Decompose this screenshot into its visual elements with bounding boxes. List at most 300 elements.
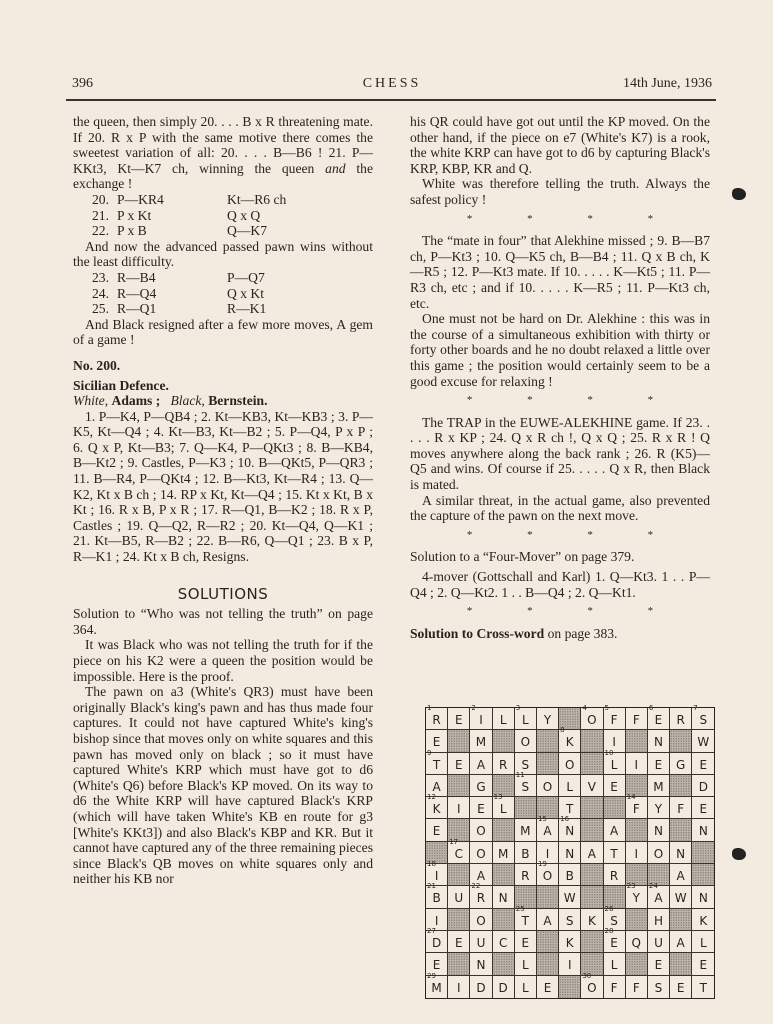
crossword-black-square bbox=[448, 953, 470, 975]
crossword-cell bbox=[448, 976, 470, 998]
crossword-letter: O bbox=[564, 757, 575, 772]
clue-number: 15 bbox=[537, 815, 547, 824]
crossword-letter: M bbox=[475, 735, 487, 750]
crossword-cell bbox=[493, 842, 515, 864]
clue-number: 11 bbox=[515, 770, 525, 779]
crossword-letter: D bbox=[476, 980, 486, 995]
crossword-cell bbox=[493, 753, 515, 775]
crossword-letter: N bbox=[476, 958, 486, 973]
crossword-letter: E bbox=[654, 757, 663, 772]
trap-paragraph: The TRAP in the EUWE-ALEKHINE game. If 23. . . . . R x KP ; 24. Q x R ch !, Q x Q ; 25. R x R ! Q moves anywhere along the back rank ; 26. R (K5)—Q5 and wins. Of course if 25. . . . . Q x R, then Black is mated. bbox=[410, 414, 710, 493]
crossword-cell bbox=[470, 931, 492, 953]
crossword-letter: F bbox=[610, 980, 618, 995]
crossword-black-square bbox=[626, 819, 648, 841]
crossword-letter: R bbox=[432, 713, 441, 727]
section-separator: * * * * bbox=[466, 605, 680, 618]
crossword-letter: G bbox=[476, 779, 486, 794]
crossword-cell bbox=[692, 886, 714, 908]
crossword-cell bbox=[559, 953, 581, 975]
crossword-cell bbox=[448, 837, 470, 864]
crossword-letter: M bbox=[497, 846, 509, 861]
black-move: Kt—R6 ch bbox=[227, 191, 287, 207]
crossword-cell bbox=[648, 953, 670, 975]
crossword-cell bbox=[648, 797, 670, 819]
clue-number: 3 bbox=[515, 704, 521, 712]
crossword-letter: W bbox=[697, 735, 710, 750]
crossword-letter: Y bbox=[654, 802, 663, 817]
crossword-black-square bbox=[626, 730, 648, 752]
crossword-letter: I bbox=[457, 802, 461, 817]
crossword-letter: D bbox=[498, 980, 508, 995]
crossword-letter: A bbox=[654, 891, 663, 906]
crossword-cell bbox=[448, 886, 470, 908]
crossword-cell bbox=[515, 904, 537, 931]
crossword-cell bbox=[692, 931, 714, 953]
crossword-cell bbox=[604, 864, 626, 886]
crossword-cell bbox=[559, 864, 581, 886]
black-move: Q x Kt bbox=[227, 285, 265, 301]
crossword-cell bbox=[648, 704, 670, 730]
left-column bbox=[73, 114, 373, 887]
crossword-letter: U bbox=[454, 891, 464, 906]
crossword-cell bbox=[604, 775, 626, 797]
crossword-cell bbox=[493, 793, 515, 819]
crossword-black-square bbox=[670, 953, 692, 975]
clue-number: 10 bbox=[604, 748, 614, 757]
crossword-cell bbox=[626, 708, 648, 730]
crossword-cell bbox=[559, 842, 581, 864]
crossword-letter: M bbox=[653, 779, 664, 794]
crossword-cell bbox=[470, 775, 492, 797]
crossword-cell bbox=[626, 842, 648, 864]
crossword-letter: E bbox=[699, 958, 708, 973]
crossword-letter: E bbox=[477, 802, 485, 817]
crossword-cell bbox=[670, 708, 692, 730]
clue-number: 29 bbox=[427, 971, 436, 980]
crossword-letter: A bbox=[543, 913, 552, 928]
crossword-cell bbox=[670, 864, 692, 886]
crossword-letter: E bbox=[610, 935, 618, 950]
white-player: Adams ; bbox=[111, 393, 161, 409]
clue-number: 18 bbox=[427, 860, 436, 869]
page-damage-mark bbox=[732, 848, 746, 860]
crossword-letter: L bbox=[610, 958, 618, 973]
crossword-cell bbox=[426, 704, 448, 730]
crossword-cell bbox=[648, 842, 670, 864]
crossword-letter: N bbox=[498, 891, 508, 906]
crossword-black-square bbox=[581, 730, 603, 752]
crossword-letter: S bbox=[565, 913, 574, 928]
solution-1-paragraph-2: The pawn on a3 (White's QR3) must have been originally Black's king's pawn and has thus made four captures. It could not have captured White's king's bishop since that moves only on white squares and this pawn has moved only on black ; so it must have captured White's KRP which must have got to d6 (White's Q6) before Black's KP moved. On its way to d6 the White KRP will have captured Black's KRP (which will have taken White's KB en route for g3 [White's KKt3]) and also Black's KBP and KR. But it cannot have captured any of the three remaining pieces since Black's QB moves on white squares only and neither his KB nor bbox=[73, 684, 373, 887]
crossword-black-square bbox=[670, 775, 692, 797]
crossword-cell bbox=[604, 842, 626, 864]
crossword-letter: N bbox=[698, 824, 708, 839]
clue-number: 30 bbox=[582, 971, 592, 980]
crossword-letter: B bbox=[432, 891, 441, 906]
crossword-cell bbox=[626, 976, 648, 998]
crossword-letter: A bbox=[476, 757, 486, 772]
crossword-cell bbox=[648, 909, 670, 931]
crossword-title-page: on page 383. bbox=[547, 625, 618, 641]
clue-number: 23 bbox=[626, 882, 636, 891]
clue-number: 26 bbox=[604, 904, 614, 913]
black-move: Q—K7 bbox=[227, 223, 268, 239]
crossword-letter: N bbox=[565, 846, 575, 861]
crossword-letter: N bbox=[565, 824, 575, 839]
header-rule bbox=[66, 99, 716, 101]
crossword-letter: E bbox=[454, 935, 463, 950]
crossword-letter: Y bbox=[543, 713, 552, 727]
magazine-title: CHESS bbox=[362, 76, 422, 91]
issue-date: 14th June, 1936 bbox=[622, 76, 712, 91]
crossword-cell bbox=[581, 909, 603, 931]
crossword-letter: M bbox=[431, 980, 442, 995]
crossword-letter: A bbox=[609, 824, 619, 839]
crossword-letter: E bbox=[654, 713, 663, 727]
crossword-black-square bbox=[537, 886, 559, 908]
crossword-cell bbox=[426, 748, 448, 775]
crossword-cell bbox=[559, 815, 581, 841]
clue-number: 24 bbox=[648, 882, 658, 891]
crossword-letter: R bbox=[521, 869, 530, 884]
alekhine-comment-paragraph: One must not be hard on Dr. Alekhine : this was in the course of a simultaneous exhibition with thirty or forty other boards and he no doubt relaxed a little over this game ; the position would certainly seem to be a good excuse for relaxing ! bbox=[410, 311, 710, 389]
white-move: R—Q4 bbox=[117, 285, 157, 301]
clue-number: 13 bbox=[493, 793, 503, 802]
move-number: 24. bbox=[92, 285, 109, 301]
white-move: R—B4 bbox=[117, 269, 156, 285]
crossword-letter: K bbox=[565, 735, 574, 750]
crossword-letter: O bbox=[476, 913, 486, 928]
crossword-black-square bbox=[559, 976, 581, 998]
white-label: White, bbox=[73, 393, 109, 409]
crossword-black-square bbox=[448, 730, 470, 752]
clue-number: 12 bbox=[427, 793, 436, 802]
crossword-black-square bbox=[626, 909, 648, 931]
crossword-cell bbox=[426, 819, 448, 841]
crossword-letter: F bbox=[632, 802, 640, 817]
crossword-cell bbox=[470, 909, 492, 931]
crossword-letter: S bbox=[699, 713, 708, 727]
clue-number: 19 bbox=[537, 860, 547, 869]
page-header bbox=[72, 76, 712, 98]
crossword-cell bbox=[515, 730, 537, 752]
crossword-cell bbox=[692, 797, 714, 819]
crossword-cell bbox=[515, 931, 537, 953]
move-row bbox=[73, 301, 373, 317]
four-mover-title: Solution to a “Four-Mover” on page 379. bbox=[410, 549, 635, 565]
crossword-letter: S bbox=[654, 980, 663, 995]
crossword-letter: O bbox=[587, 980, 597, 995]
crossword-letter: M bbox=[520, 824, 531, 839]
page-damage-mark bbox=[732, 188, 746, 200]
black-label: Black, bbox=[170, 393, 205, 409]
crossword-black-square bbox=[692, 864, 714, 886]
move-row bbox=[73, 192, 373, 208]
crossword-letter: S bbox=[521, 757, 530, 772]
crossword-letter: B bbox=[521, 846, 530, 861]
crossword-cell bbox=[604, 976, 626, 998]
crossword-letter: C bbox=[498, 935, 508, 950]
clue-number: 14 bbox=[626, 793, 636, 802]
crossword-cell bbox=[604, 748, 626, 775]
white-move: P x B bbox=[117, 223, 147, 239]
crossword-letter: N bbox=[653, 824, 663, 839]
solutions-heading: SOLUTIONS bbox=[177, 584, 269, 603]
crossword-letter: S bbox=[521, 779, 530, 794]
crossword-black-square bbox=[581, 797, 603, 819]
crossword-letter: K bbox=[565, 935, 574, 950]
crossword-black-square bbox=[537, 753, 559, 775]
crossword-letter: R bbox=[476, 891, 486, 906]
crossword-letter: E bbox=[699, 757, 708, 772]
crossword-cell bbox=[692, 909, 714, 931]
crossword-letter: L bbox=[522, 980, 529, 995]
crossword-cell bbox=[470, 819, 492, 841]
end-paragraph: And Black resigned after a few more moves, A gem of a game ! bbox=[73, 316, 373, 348]
crossword-letter: E bbox=[454, 713, 463, 727]
white-move: P x Kt bbox=[117, 207, 152, 223]
crossword-black-square bbox=[448, 909, 470, 931]
crossword-letter: E bbox=[654, 958, 663, 973]
crossword-letter: T bbox=[699, 980, 708, 995]
crossword-cell bbox=[470, 730, 492, 752]
clue-number: 7 bbox=[693, 704, 698, 712]
crossword-letter: T bbox=[432, 757, 441, 772]
intro-text: the queen, then simply 20. . . . B x R threatening mate. If 20. R x P with the same motive there comes the sweetest variation of all: 20. . . . B—B6 ! 21. P—KKt3, Kt—K7 ch, winning the queen bbox=[73, 114, 373, 176]
crossword-title-bold: Solution to Cross-word bbox=[410, 625, 545, 641]
clue-number: 1 bbox=[427, 704, 432, 712]
crossword-cell bbox=[559, 886, 581, 908]
mid-paragraph: And now the advanced passed pawn wins without the least difficulty. bbox=[73, 238, 373, 270]
crossword-black-square bbox=[515, 797, 537, 819]
crossword-letter: I bbox=[612, 735, 616, 750]
black-player: Bernstein. bbox=[208, 393, 268, 409]
crossword-letter: I bbox=[434, 913, 439, 928]
right-column bbox=[410, 114, 710, 641]
crossword-cell bbox=[470, 842, 492, 864]
crossword-black-square bbox=[448, 864, 470, 886]
game-score: 1. P—K4, P—QB4 ; 2. Kt—KB3, Kt—KB3 ; 3. P—K5, Kt—Q4 ; 4. Kt—B3, Kt—B2 ; 5. P—Q4, P x P ; 6. Q x P, Kt—B3; 7. Q—K4, P—QKt3 ; 8. B—KB4, B—Kt2 ; 9. Castles, P—K3 ; 10. B—QKt5, P—QR3 ; 11. B—R4, P—QKt4 ; 12. B—Kt3, Kt—R4 ; 13. Q—K2, Kt x B ch ; 14. RP x Kt, Kt—Q4 ; 15. Kt x Kt, B x Kt ; 16. R x B, P x R ; 17. R—Q1, B—K2 ; 18. R x P, Castles ; 19. Q—Q2, R—R2 ; 20. Kt—Q4, Q—K1 ; 21. Kt—B5, R—B2 ; 22. B—R6, Q—Q1 ; 23. B x P, R—K1 ; 24. Kt x B ch, Resigns. bbox=[73, 408, 373, 565]
crossword-cell bbox=[692, 704, 714, 730]
crossword-cell bbox=[670, 797, 692, 819]
moves-block-a bbox=[73, 192, 373, 239]
crossword-letter: R bbox=[609, 869, 619, 884]
crossword-letter: O bbox=[476, 824, 486, 839]
crossword-letter: I bbox=[545, 846, 550, 861]
crossword-cell bbox=[515, 770, 537, 797]
move-number: 23. bbox=[92, 269, 109, 285]
crossword-black-square bbox=[493, 909, 515, 931]
crossword-cell bbox=[670, 753, 692, 775]
crossword-cell bbox=[515, 864, 537, 886]
crossword-black-square bbox=[448, 775, 470, 797]
clue-number: 22 bbox=[471, 882, 481, 891]
clue-number: 2 bbox=[471, 704, 476, 712]
clue-number: 28 bbox=[604, 926, 614, 935]
white-move: P—KR4 bbox=[117, 191, 164, 207]
crossword-letter: T bbox=[566, 802, 574, 817]
clue-number: 25 bbox=[515, 904, 525, 913]
crossword-title bbox=[410, 626, 710, 642]
crossword-cell bbox=[670, 976, 692, 998]
crossword-cell bbox=[692, 976, 714, 998]
crossword-cell bbox=[493, 886, 515, 908]
crossword-cell bbox=[537, 860, 559, 886]
black-move: Q x Q bbox=[227, 207, 261, 223]
clue-number: 5 bbox=[604, 704, 609, 712]
crossword-letter: T bbox=[521, 913, 530, 928]
crossword-black-square bbox=[493, 819, 515, 841]
crossword-letter: L bbox=[700, 935, 707, 950]
move-number: 21. bbox=[92, 207, 109, 223]
move-number: 25. bbox=[92, 301, 109, 317]
move-row bbox=[73, 223, 373, 239]
crossword-cell bbox=[426, 971, 448, 998]
crossword-cell bbox=[670, 931, 692, 953]
crossword-black-square bbox=[537, 953, 559, 975]
crossword-letter: N bbox=[653, 735, 663, 750]
crossword-letter: O bbox=[542, 779, 553, 794]
crossword-letter: A bbox=[476, 869, 486, 884]
crossword-cell bbox=[470, 704, 492, 730]
crossword-black-square bbox=[581, 753, 603, 775]
crossword-cell bbox=[648, 730, 670, 752]
crossword-cell bbox=[515, 976, 537, 998]
opening-name: Sicilian Defence. bbox=[73, 377, 169, 393]
crossword-cell bbox=[448, 931, 470, 953]
black-move: R—K1 bbox=[227, 301, 267, 317]
crossword-black-square bbox=[604, 797, 626, 819]
crossword-cell bbox=[648, 819, 670, 841]
crossword-cell bbox=[692, 953, 714, 975]
crossword-cell bbox=[470, 753, 492, 775]
crossword-letter: E bbox=[676, 980, 685, 995]
crossword-cell bbox=[604, 819, 626, 841]
crossword-letter: K bbox=[587, 913, 596, 928]
moves-block-b bbox=[73, 270, 373, 317]
crossword-cell bbox=[559, 931, 581, 953]
crossword-letter: I bbox=[457, 980, 461, 995]
crossword-cell bbox=[426, 882, 448, 908]
crossword-black-square bbox=[581, 886, 603, 908]
solution-1-paragraph-1: It was Black who was not telling the truth for if the piece on his K2 were a queen the position would be impossible. Here is the proof. bbox=[73, 637, 373, 684]
crossword-cell bbox=[648, 775, 670, 797]
players-line bbox=[73, 393, 373, 409]
crossword-cell bbox=[626, 793, 648, 819]
crossword-letter: S bbox=[610, 913, 618, 928]
crossword-letter: K bbox=[432, 802, 441, 817]
crossword-letter: O bbox=[542, 869, 553, 884]
crossword-black-square bbox=[537, 931, 559, 953]
crossword-cell bbox=[626, 882, 648, 908]
crossword-letter: E bbox=[432, 958, 441, 973]
crossword-cell bbox=[537, 775, 559, 797]
section-separator: * * * * bbox=[466, 212, 680, 225]
crossword-letter: L bbox=[566, 779, 574, 794]
crossword-letter: L bbox=[499, 802, 507, 817]
crossword-black-square bbox=[692, 842, 714, 864]
crossword-letter: V bbox=[587, 779, 597, 794]
crossword-letter: F bbox=[632, 980, 640, 995]
crossword-cell bbox=[515, 704, 537, 730]
crossword-black-square bbox=[537, 730, 559, 752]
crossword-cell bbox=[692, 819, 714, 841]
clue-number: 27 bbox=[427, 926, 436, 935]
clue-number: 17 bbox=[449, 837, 459, 846]
crossword-cell bbox=[648, 931, 670, 953]
crossword-letter: E bbox=[432, 735, 441, 750]
crossword-cell bbox=[470, 797, 492, 819]
clue-number: 16 bbox=[560, 815, 570, 824]
crossword-letter: A bbox=[676, 869, 685, 884]
clue-number: 6 bbox=[648, 704, 654, 712]
clue-number: 8 bbox=[560, 726, 565, 735]
crossword-cell bbox=[581, 704, 603, 730]
crossword-letter: I bbox=[634, 846, 639, 861]
game-number: No. 200. bbox=[73, 357, 121, 373]
crossword-letter: W bbox=[563, 891, 576, 906]
crossword-cell bbox=[470, 882, 492, 908]
crossword-letter: O bbox=[587, 713, 597, 727]
move-number: 22. bbox=[92, 223, 109, 239]
crossword-cell bbox=[648, 753, 670, 775]
section-separator: * * * * bbox=[466, 394, 680, 407]
trap-followup-paragraph: A similar threat, in the actual game, also prevented the capture of the pawn on the next move. bbox=[410, 492, 710, 524]
crossword-black-square bbox=[670, 819, 692, 841]
crossword-black-square bbox=[493, 953, 515, 975]
crossword-cell bbox=[581, 842, 603, 864]
crossword-cell bbox=[493, 976, 515, 998]
crossword-cell bbox=[581, 775, 603, 797]
crossword-letter: G bbox=[676, 757, 686, 772]
crossword-letter: O bbox=[653, 846, 664, 861]
move-row bbox=[73, 286, 373, 302]
crossword-letter: L bbox=[610, 757, 618, 772]
crossword-cell bbox=[692, 730, 714, 752]
crossword-letter: R bbox=[676, 713, 685, 727]
crossword-cell bbox=[559, 909, 581, 931]
crossword-letter: T bbox=[610, 846, 618, 861]
crossword-cell bbox=[493, 708, 515, 730]
alekhine-mate-paragraph: The “mate in four” that Alekhine missed ; 9. B—B7 ch, P—Kt3 ; 10. Q—K5 ch, B—B4 ; 11. Q x B ch, K—R5 ; 12. P—Kt3 mate. If 10. . . . . K—Kt5 ; 11. P—R3 ch, etc ; and if 10. . . . . K—R5 ; 11. P—Kt3 ch, etc. bbox=[410, 233, 710, 311]
crossword-cell bbox=[692, 775, 714, 797]
crossword-black-square bbox=[581, 931, 603, 953]
crossword-letter: I bbox=[479, 713, 483, 727]
crossword-letter: E bbox=[699, 802, 708, 817]
crossword-cell bbox=[581, 971, 603, 998]
crossword-black-square bbox=[670, 730, 692, 752]
crossword-cell bbox=[604, 953, 626, 975]
crossword-letter: E bbox=[610, 779, 618, 794]
crossword-cell bbox=[626, 753, 648, 775]
crossword-cell bbox=[537, 815, 559, 841]
crossword-cell bbox=[537, 976, 559, 998]
crossword-letter: H bbox=[653, 913, 663, 928]
crossword-cell bbox=[604, 704, 626, 730]
crossword-letter: E bbox=[432, 824, 441, 839]
crossword-letter: O bbox=[476, 846, 486, 861]
crossword-cell bbox=[448, 753, 470, 775]
crossword-grid bbox=[425, 704, 715, 999]
crossword-cell bbox=[559, 753, 581, 775]
crossword-letter: O bbox=[520, 735, 531, 750]
solution-1-continued: his QR could have got out until the KP moved. On the other hand, if the piece on e7 (White's K7) is a rook, the white KRP can have got to d6 by capturing Black's KRP, KBP, KR and Q. bbox=[410, 114, 710, 176]
move-number: 20. bbox=[92, 191, 109, 207]
black-move: P—Q7 bbox=[227, 269, 265, 285]
crossword-cell bbox=[692, 753, 714, 775]
crossword-cell bbox=[515, 842, 537, 864]
crossword-letter: W bbox=[674, 891, 687, 906]
